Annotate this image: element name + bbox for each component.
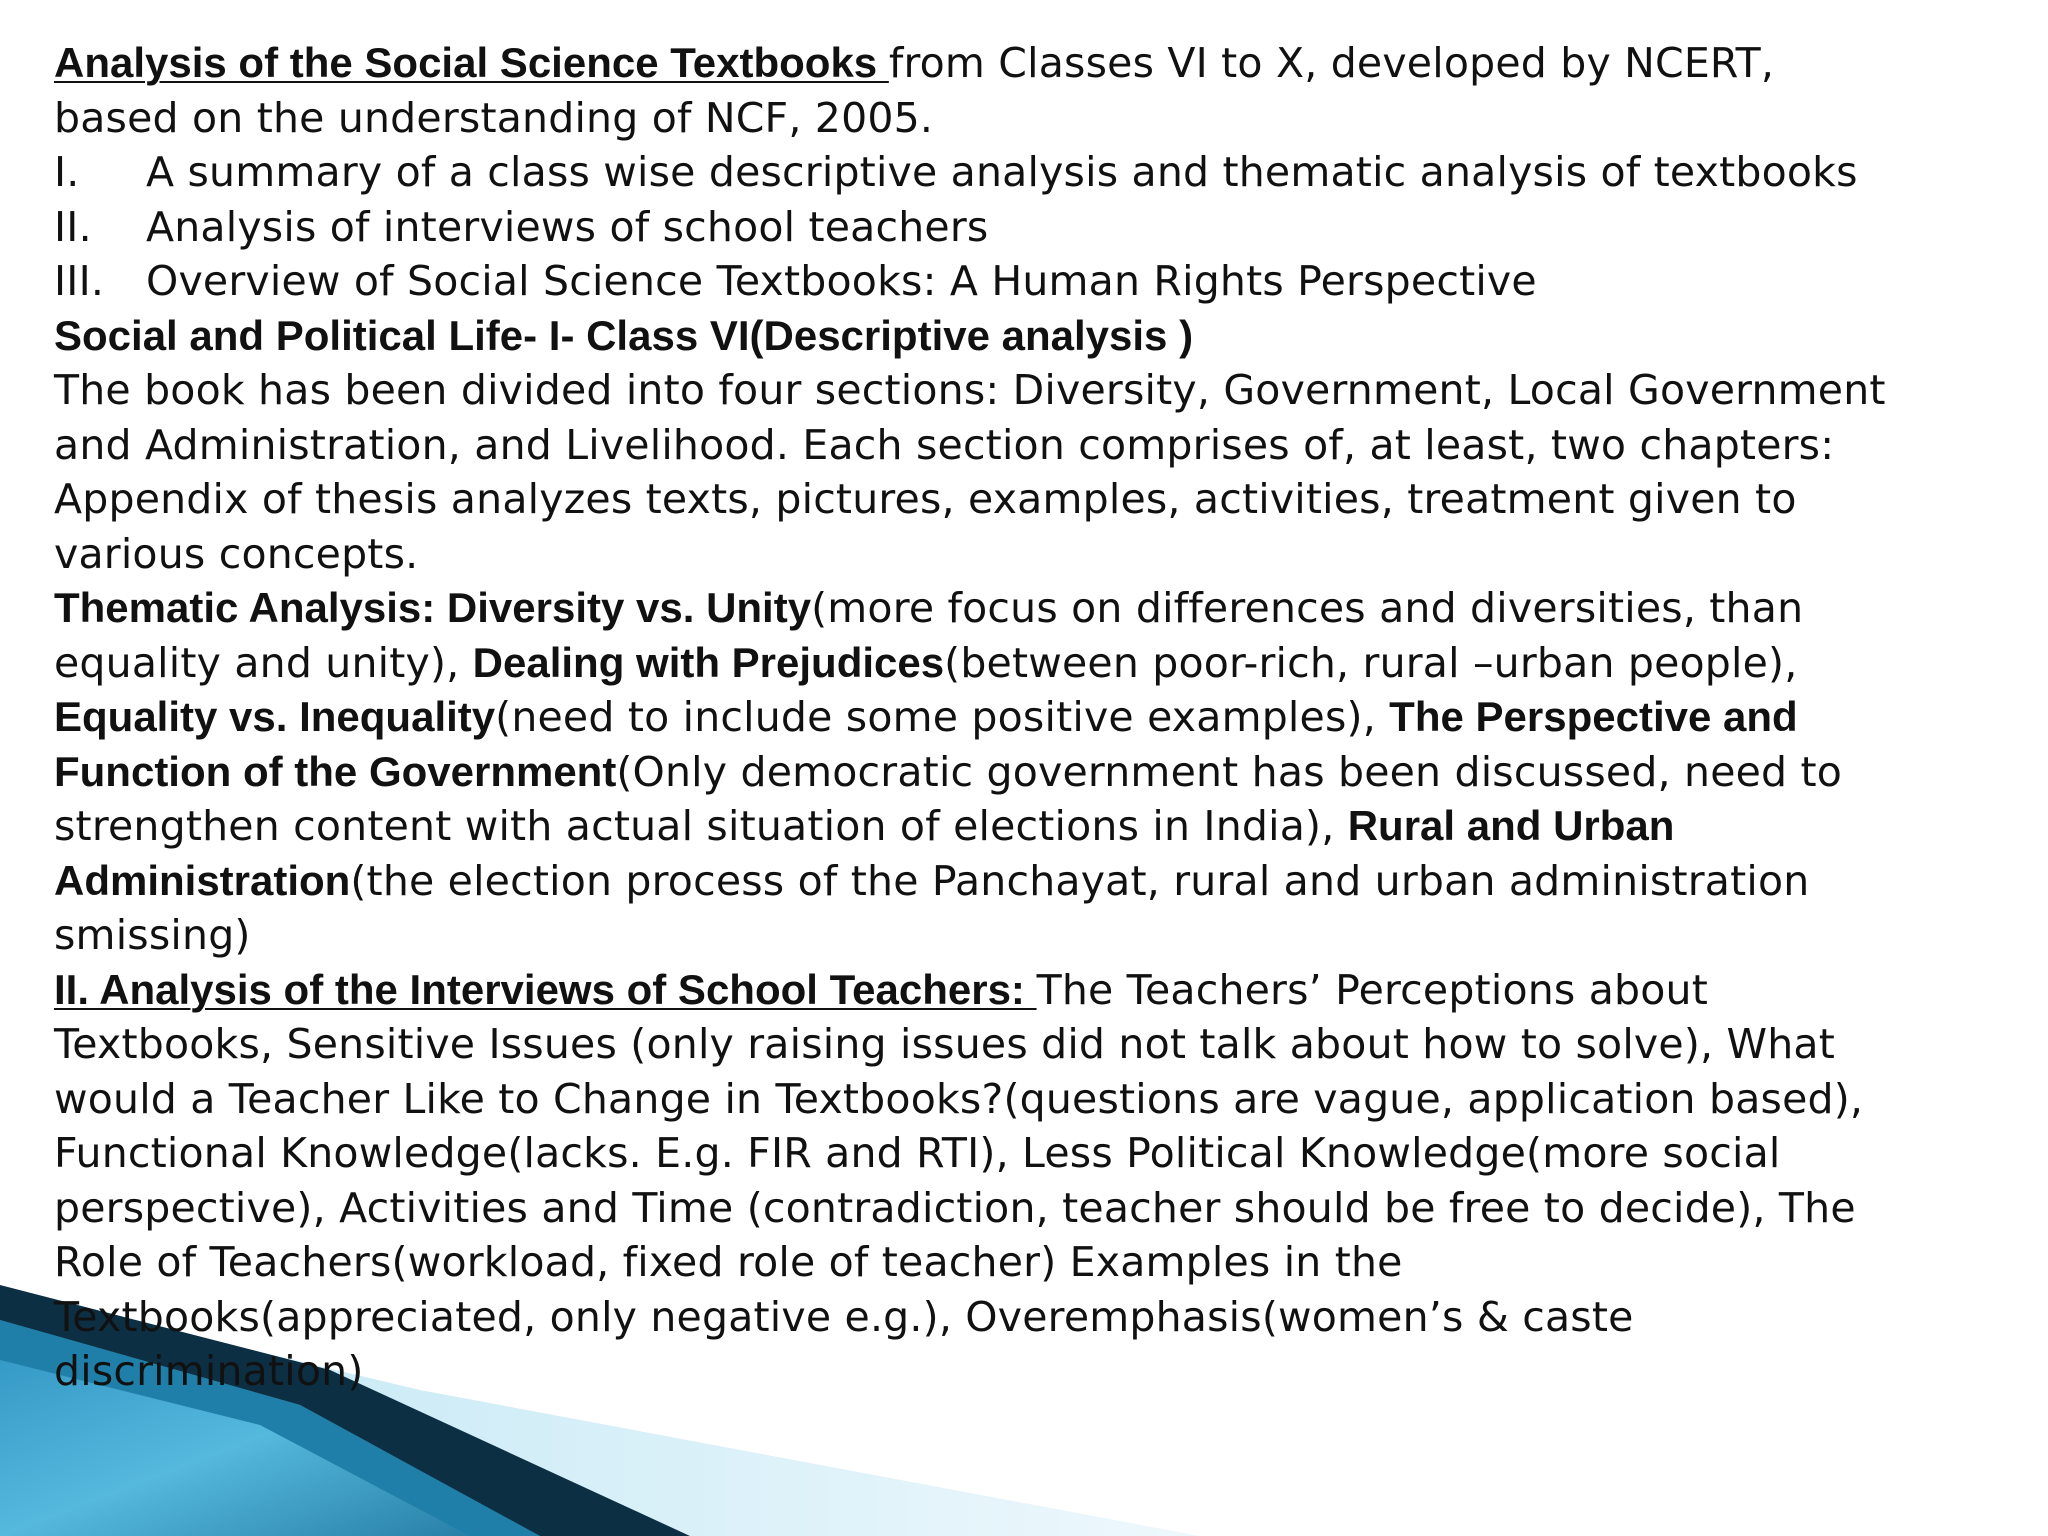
list-number: III. (54, 257, 105, 305)
interviews-line: perspective), Activities and Time (contradiction, teacher should be free to decide), The (54, 1183, 1856, 1232)
thematic-term: Thematic Analysis: Diversity vs. Unity (54, 584, 812, 631)
thematic-note: (need to include some positive examples), (495, 693, 1390, 741)
thematic-line: smissing) (54, 911, 251, 959)
interviews-text: The Teachers’ Perceptions about (1036, 965, 1709, 1014)
thematic-note: (Only democratic government has been discussed, need to (616, 747, 1843, 796)
thematic-line (54, 581, 2044, 636)
interviews-line: discrimination) (54, 1347, 364, 1395)
thematic-line (54, 745, 2044, 800)
thematic-note: strengthen content with actual situation of elections in India), (54, 802, 1348, 850)
heading-line-1 (54, 36, 2044, 91)
slide-body (54, 36, 2044, 1399)
interviews-title: II. Analysis of the Interviews of School Teachers: (54, 965, 1037, 1013)
list-number: I. (54, 148, 80, 196)
interviews-line: Textbooks(appreciated, only negative e.g.), Overemphasis(women’s & caste (54, 1292, 1634, 1341)
list-text: Overview of Social Science Textbooks: A Human Rights Perspective (146, 257, 1537, 305)
heading-line-2: based on the understanding of NCF, 2005. (54, 93, 934, 142)
thematic-line (54, 690, 2044, 745)
thematic-term: Rural and Urban (1347, 802, 1675, 849)
heading-rest: from Classes VI to X, developed by NCERT, (888, 39, 1775, 87)
heading-title: Analysis of the Social Science Textbooks (54, 39, 889, 86)
thematic-line (54, 636, 2044, 691)
thematic-line (54, 799, 2044, 854)
interviews-line: Role of Teachers(workload, fixed role of teacher) Examples in the (54, 1238, 1403, 1286)
interviews-line (54, 963, 2044, 1018)
section-text-line: and Administration, and Livelihood. Each section comprises of, at least, two chapters: (54, 420, 1835, 469)
thematic-note: (between poor-rich, rural –urban people), (944, 638, 1798, 687)
list-text: A summary of a class wise descriptive analysis and thematic analysis of textbooks (146, 148, 1858, 196)
list-number: II. (54, 202, 92, 251)
section-text-line: The book has been divided into four sections: Diversity, Government, Local Government (54, 366, 1886, 414)
thematic-term: Equality vs. Inequality (54, 693, 496, 740)
thematic-note: (more focus on differences and diversities, than (811, 584, 1804, 632)
interviews-line: would a Teacher Like to Change in Textbooks?(questions are vague, application based), (54, 1074, 1864, 1123)
thematic-term: The Perspective and (1389, 693, 1798, 740)
list-item (54, 145, 2044, 200)
list-text: Analysis of interviews of school teachers (146, 202, 989, 251)
thematic-note: (the election process of the Panchayat, rural and urban administration (350, 856, 1810, 905)
thematic-term: Dealing with Prejudices (472, 638, 945, 686)
section-text-line: various concepts. (54, 529, 419, 578)
thematic-term: Function of the Government (54, 747, 617, 795)
list-item (54, 200, 2044, 255)
list-item (54, 254, 2044, 309)
interviews-line: Textbooks, Sensitive Issues (only raising issues did not talk about how to solve), What (54, 1020, 1836, 1068)
thematic-term: Administration (54, 856, 351, 904)
thematic-note: equality and unity), (54, 638, 473, 687)
thematic-line (54, 854, 2044, 909)
section-text-line: Appendix of thesis analyzes texts, pictures, examples, activities, treatment given to (54, 475, 1797, 523)
section-title: Social and Political Life- I- Class VI(Descriptive analysis ) (54, 311, 1194, 359)
interviews-line: Functional Knowledge(lacks. E.g. FIR and RTI), Less Political Knowledge(more social (54, 1129, 1781, 1177)
